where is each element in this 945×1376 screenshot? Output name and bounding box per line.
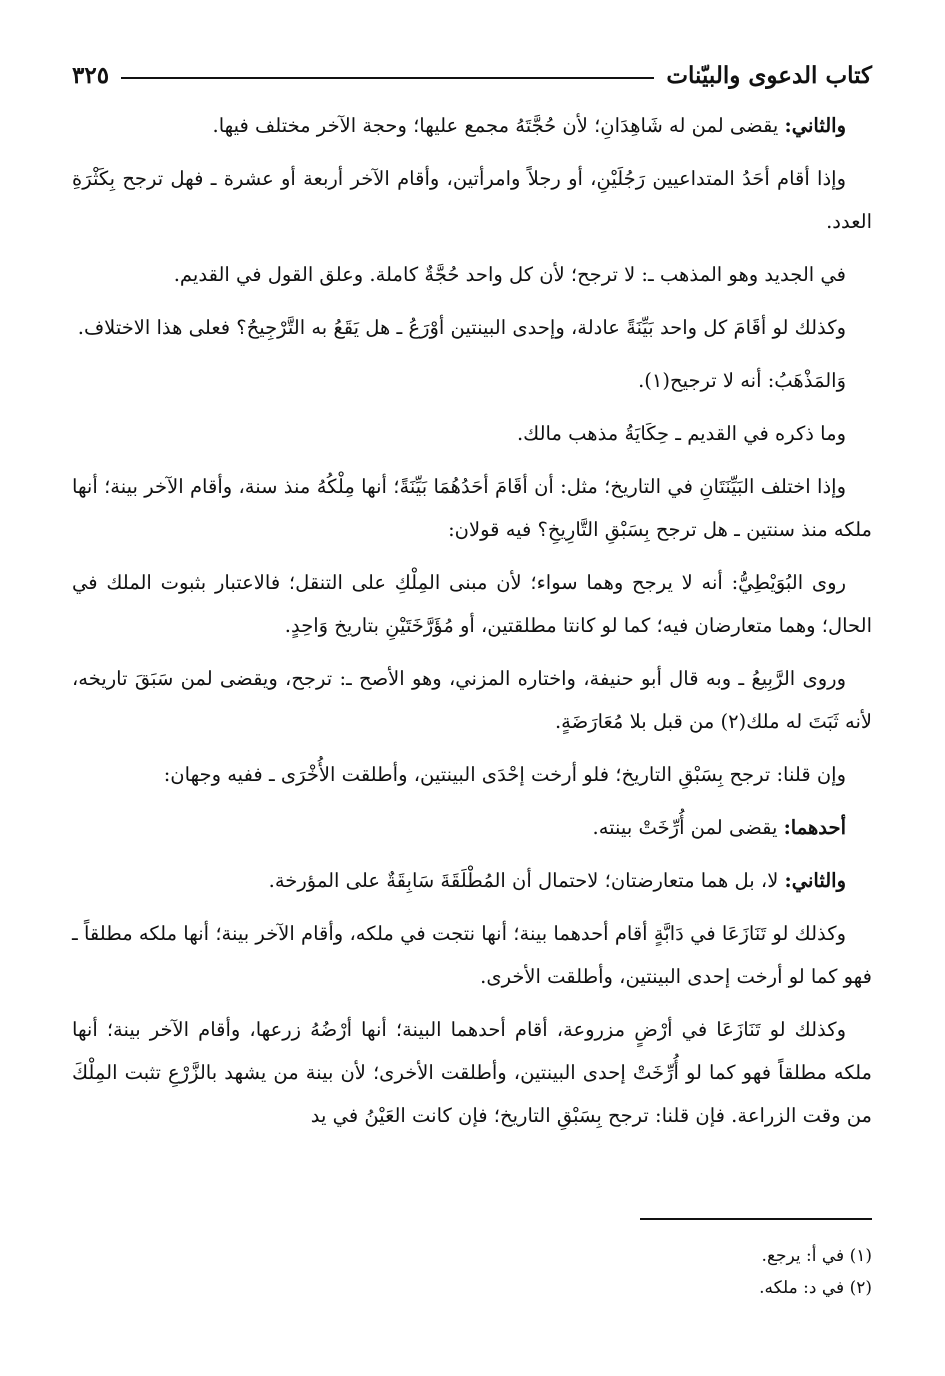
running-title: كتاب الدعوى والبيّنات	[666, 61, 872, 89]
paragraph-lead: أحدهما:	[783, 816, 846, 839]
paragraph	[72, 104, 872, 147]
paragraph-text: وروى الرَّبِيعُ ـ وبه قال أبو حنيفة، واختاره المزني، وهو الأصح ـ: ترجح، ويقضى لمن سَبَقَ تاريخه، لأنه ثَبَتَ له ملك(٢) من قبل بلا مُعَارَضَةٍ.	[72, 667, 872, 733]
paragraph	[72, 359, 872, 402]
page-body	[72, 104, 872, 1137]
paragraph-text: وكذلك لو تَنَازَعَا في أرْضٍ مزروعة، أقام أحدهما البينة؛ أنها أرْضُهُ زرعها، وأقام الآخر بينة؛ أنها ملكه مطلقاً فهو كما لو أُرِّخَتْ إحدى البينتين، وأطلقت الأخرى؛ لأن بينة من يشهد بالزَّرْعِ تثبت المِلْكَ من وقت الزراعة. فإن قلنا: ترجح بِسَبْقِ التاريخ؛ فإن كانت العَيْنُ في يد	[72, 1018, 872, 1127]
paragraph	[72, 657, 872, 743]
footnote-separator	[640, 1218, 872, 1220]
paragraph	[72, 157, 872, 243]
paragraph	[72, 465, 872, 551]
footnote: (٢) في د: ملكه.	[759, 1278, 872, 1298]
paragraph-text: يقضى لمن أُرِّخَتْ بينته.	[592, 816, 784, 839]
paragraph	[72, 561, 872, 647]
paragraph-text: وإذا أقام أحَدُ المتداعيين رَجُلَيْنِ، أو رجلاً وامرأتين، وأقام الآخر أربعة أو عشرة ـ فهل ترجح بِكَثْرَةِ العدد.	[72, 167, 872, 233]
paragraph	[72, 912, 872, 998]
paragraph	[72, 253, 872, 296]
paragraph	[72, 753, 872, 796]
page-number: ٣٢٥	[72, 61, 110, 89]
header-rule	[121, 77, 654, 79]
paragraph-lead: والثاني:	[784, 114, 846, 137]
paragraph-text: وإذا اختلف البَيِّنَتَانِ في التاريخ؛ مثل: أن أقَامَ أحَدُهُمَا بَيِّنَةً؛ أنها مِلْكُهُ منذ سنة، وأقام الآخر بينة؛ أنها ملكه منذ سنتين ـ هل ترجح بِسَبْقِ التَّارِيخِ؟ فيه قولان:	[72, 475, 872, 541]
book-page	[72, 52, 872, 1147]
paragraph-text: وَالمَذْهَبُ: أنه لا ترجيح(١).	[638, 369, 846, 392]
paragraph-text: وإن قلنا: ترجح بِسَبْقِ التاريخ؛ فلو أرخت إحْدَى البينتين، وأطلقت الأُخْرَى ـ ففيه وجهان:	[163, 763, 846, 786]
footnote: (١) في أ: يرجع.	[761, 1246, 872, 1266]
paragraph-text: لا، بل هما متعارضتان؛ لاحتمال أن المُطْلَقَةَ سَابِقَةٌ على المؤرخة.	[268, 869, 785, 892]
paragraph	[72, 412, 872, 455]
paragraph-text: وما ذكره في القديم ـ حِكَايَةُ مذهب مالك.	[516, 422, 846, 445]
paragraph-text: يقضى لمن له شَاهِدَانِ؛ لأن حُجَّتَهُ مجمع عليها؛ وحجة الآخر مختلف فيها.	[212, 114, 785, 137]
paragraph	[72, 859, 872, 902]
paragraph-text: روى البُوَيْطِيُّ: أنه لا يرجح وهما سواء؛ لأن مبنى المِلْكِ على التنقل؛ فالاعتبار بثبوت الملك في الحال؛ وهما متعارضان فيه؛ كما لو كانتا مطلقتين، أو مُؤَرَّخَتَيْنِ بتاريخ وَاحِدٍ.	[72, 571, 872, 637]
paragraph	[72, 1008, 872, 1137]
paragraph-text: وكذلك لو تَنَازَعَا في دَابَّةٍ أقام أحدهما بينة؛ أنها نتجت في ملكه، وأقام الآخر بينة؛ أنها ملكه مطلقاً ـ فهو كما لو أرخت إحدى البينتين، وأطلقت الأخرى.	[72, 922, 872, 988]
paragraph-text: في الجديد وهو المذهب ـ: لا ترجح؛ لأن كل واحد حُجَّةٌ كاملة. وعلق القول في القديم.	[173, 263, 846, 286]
paragraph-lead: والثاني:	[784, 869, 846, 892]
paragraph	[72, 306, 872, 349]
running-header	[72, 52, 872, 98]
paragraph	[72, 806, 872, 849]
paragraph-text: وكذلك لو أقَامَ كل واحد بَيِّنَةً عادلة، وإحدى البينتين أوْرَعُ ـ هل يَقَعُ به التَّرْجِيحُ؟ فعلى هذا الاختلاف.	[77, 316, 846, 339]
footnotes	[520, 1240, 872, 1304]
